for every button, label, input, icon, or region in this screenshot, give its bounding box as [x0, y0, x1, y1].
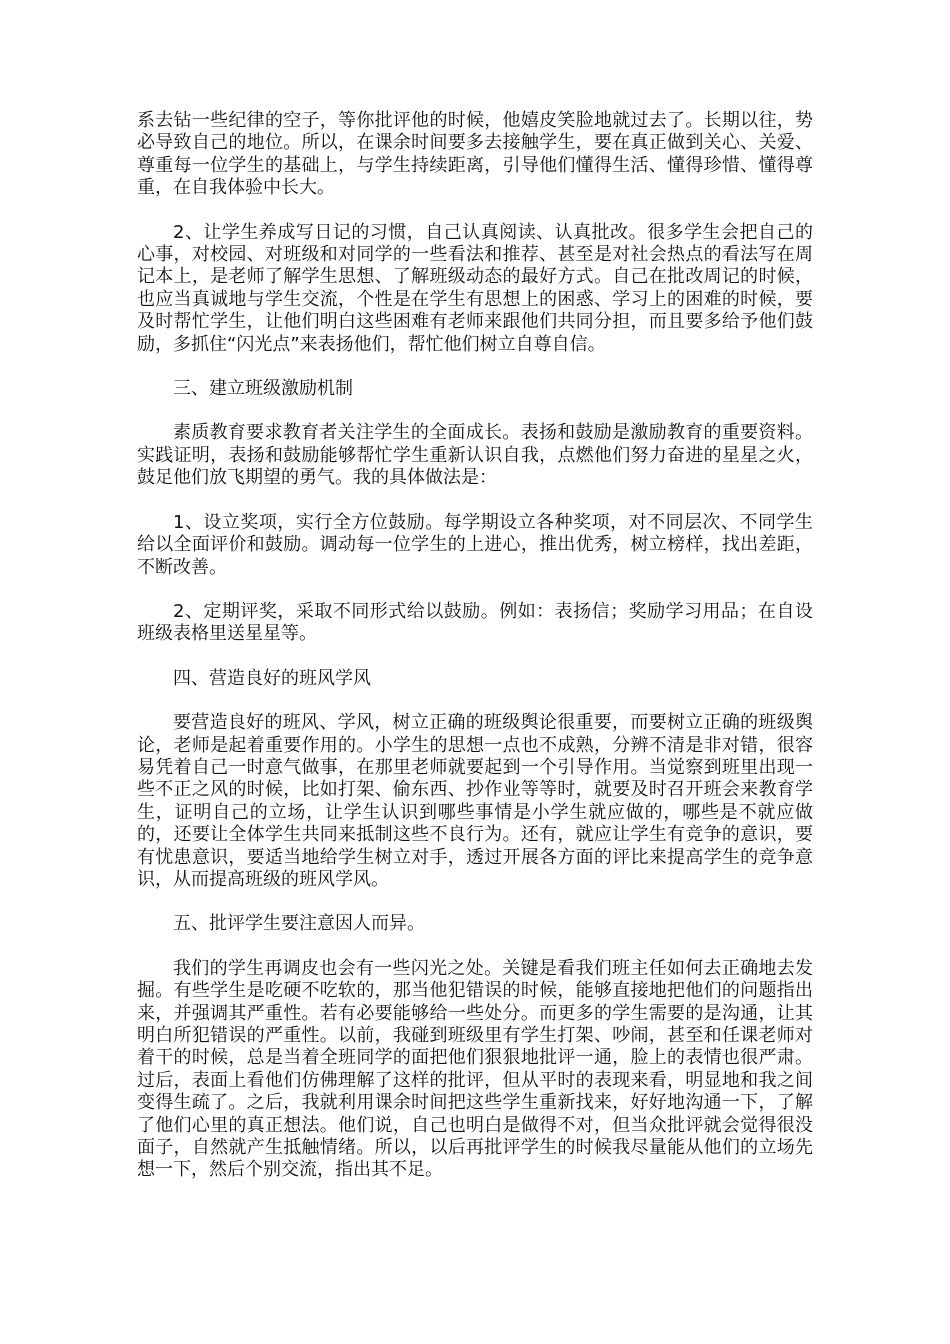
section-heading-3: 三、建立班级激励机制	[173, 378, 353, 400]
paragraph-diary-habit: 2、让学生养成写日记的习惯，自己认真阅读、认真批改。很多学生会把自己的心事，对校园、对班级和对同学的一些看法和推荐、甚至是对社会热点的看法写在周记本上，是老师了解学生思想、了解班级动态的最好方式。自己在批改周记的时候，也应当真诚地与学生交流，个性是在学生有思想上的困惑、学习上的困难的时候，要及时帮忙学生，让他们明白这些困难有老师来跟他们共同分担，而且要多给予他们鼓励，多抓住“闪光点”来表扬他们，帮忙他们树立自尊自信。	[137, 221, 813, 355]
paragraph-quality-education: 素质教育要求教育者关注学生的全面成长。表扬和鼓励是激励教育的重要资料。实践证明，表扬和鼓励能够帮忙学生重新认识自我，点燃他们努力奋进的星星之火，鼓足他们放飞期望的勇气。我的具体做法是：	[137, 422, 813, 489]
paragraph-continued: 系去钻一些纪律的空子，等你批评他的时候，他嬉皮笑脸地就过去了。长期以往，势必导致自己的地位。所以，在课余时间要多去接触学生，要在真正做到关心、关爱、尊重每一位学生的基础上，与学生持续距离，引导他们懂得生活、懂得珍惜、懂得尊重，在自我体验中长大。	[137, 110, 813, 199]
paragraph-awards: 1、设立奖项，实行全方位鼓励。每学期设立各种奖项，对不同层次、不同学生给以全面评价和鼓励。调动每一位学生的上进心，推出优秀，树立榜样，找出差距，不断改善。	[137, 511, 813, 578]
paragraph-regular-awards: 2、定期评奖，采取不同形式给以鼓励。例如：表扬信；奖励学习用品；在自设班级表格里送星星等。	[137, 600, 813, 645]
paragraph-criticism: 我们的学生再调皮也会有一些闪光之处。关键是看我们班主任如何去正确地去发掘。有些学生是吃硬不吃软的，那当他犯错误的时候，能够直接地把他们的问题指出来，并强调其严重性。若有必要能够给一些处分。而更多的学生需要的是沟通，让其明白所犯错误的严重性。以前，我碰到班级里有学生打架、吵闹，甚至和任课老师对着干的时候，总是当着全班同学的面把他们狠狠地批评一通，脸上的表情也很严肃。过后，表面上看他们仿佛理解了这样的批评，但从平时的表现来看，明显地和我之间变得生疏了。之后，我就利用课余时间把这些学生重新找来，好好地沟通一下，了解了他们心里的真正想法。他们说，自己也明白是做得不对，但当众批评就会觉得很没面子，自然就产生抵触情绪。所以，以后再批评学生的时候我尽量能从他们的立场先想一下，然后个别交流，指出其不足。	[137, 957, 813, 1181]
document-page	[137, 110, 813, 1204]
paragraph-class-atmosphere: 要营造良好的班风、学风，树立正确的班级舆论很重要，而要树立正确的班级舆论，老师是起着重要作用的。小学生的思想一点也不成熟，分辨不清是非对错，很容易凭着自己一时意气做事，在那里老师就要起到一个引导作用。当觉察到班里出现一些不正之风的时候，比如打架、偷东西、抄作业等等时，就要及时召开班会来教育学生，证明自己的立场，让学生认识到哪些事情是小学生就应做的，哪些是不就应做的，还要让全体学生共同来抵制这些不良行为。还有，就应让学生有竞争的意识，要有忧患意识，要适当地给学生树立对手，透过开展各方面的评比来提高学生的竞争意识，从而提高班级的班风学风。	[137, 712, 813, 890]
section-heading-5: 五、批评学生要注意因人而异。	[173, 913, 425, 935]
section-heading-4: 四、营造良好的班风学风	[173, 667, 371, 689]
